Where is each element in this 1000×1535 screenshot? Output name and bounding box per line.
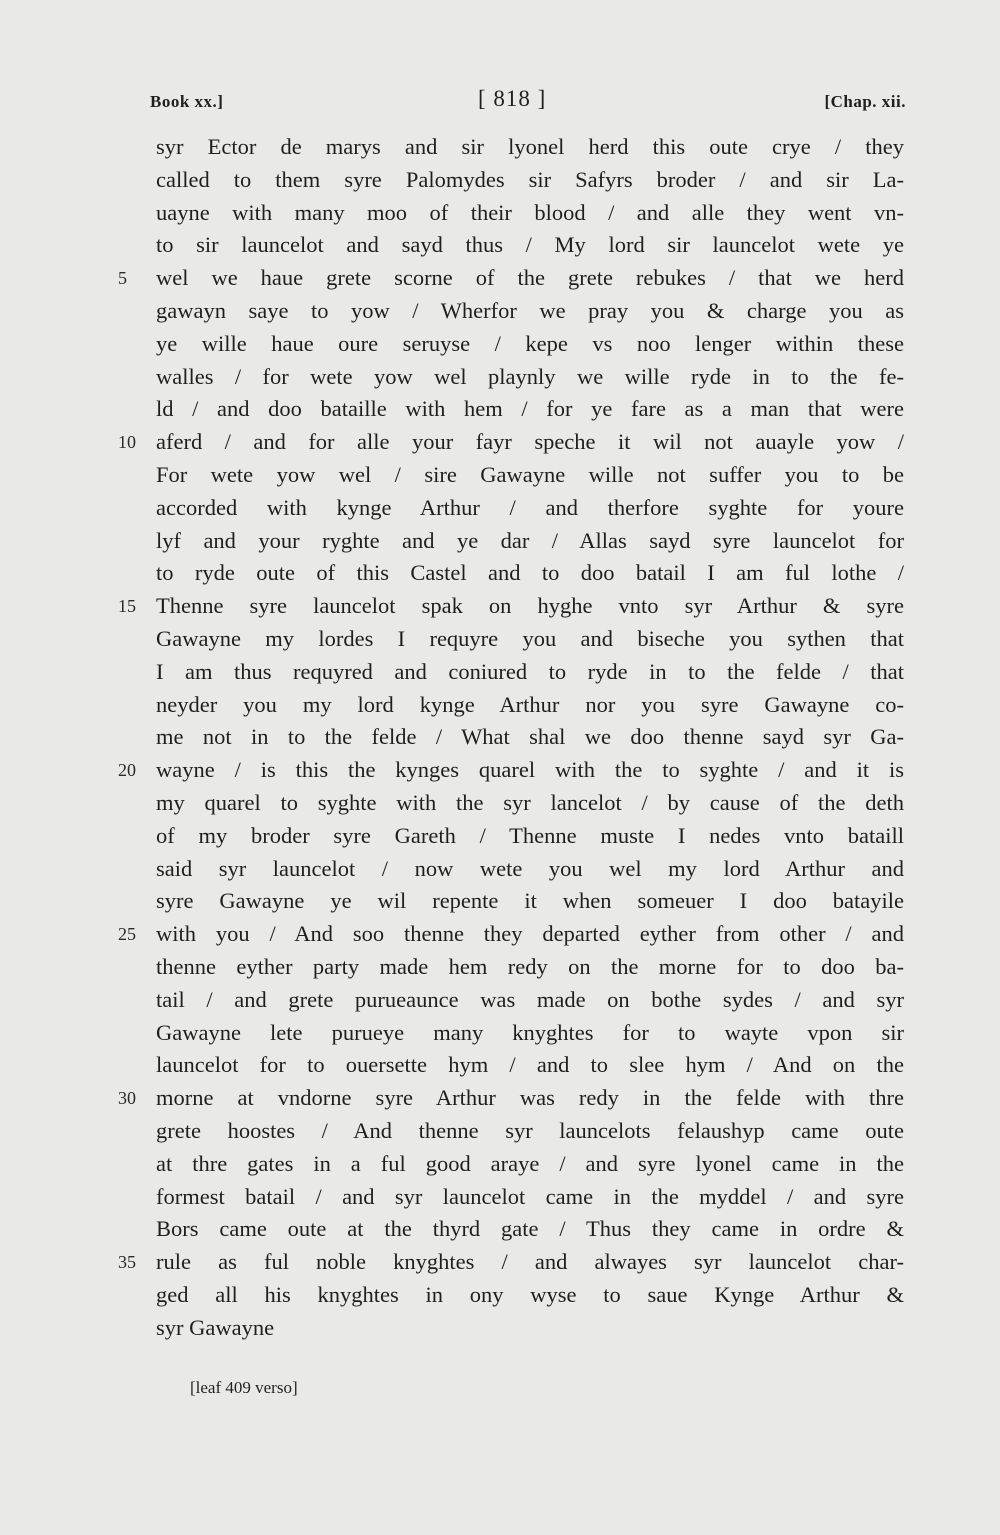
line-text: grete hoostes / And thenne syr launcelots felaushyp came oute (156, 1117, 904, 1143)
line-text: at thre gates in a ful good araye / and syre lyonel came in the (156, 1150, 904, 1176)
line-text: morne at vndorne syre Arthur was redy in the felde with thre (156, 1085, 904, 1111)
line-text: wayne / is this the kynges quarel with the to syghte / and it is (156, 757, 904, 783)
line-text: ye wille haue oure seruyse / kepe vs noo lenger within these (156, 330, 904, 356)
text-line (156, 393, 904, 426)
text-line (156, 525, 904, 558)
line-text: Thenne syre launcelot spak on hyghe vnto syr Arthur & syre (156, 593, 904, 619)
line-text: syr Ector de marys and sir lyonel herd this oute crye / they (156, 134, 904, 159)
line-text: lyf and your ryghte and ye dar / Allas sayd syre launcelot for (156, 527, 904, 553)
line-text: Bors came oute at the thyrd gate / Thus they came in ordre & (156, 1216, 904, 1242)
line-text: uayne with many moo of their blood / and alle they went vn- (156, 199, 904, 225)
text-line (118, 262, 904, 295)
text-line (156, 492, 904, 525)
line-number: 35 (118, 1252, 136, 1273)
text-line (118, 590, 904, 623)
text-line (156, 885, 904, 918)
text-line (156, 1115, 904, 1148)
text-line (156, 721, 904, 754)
text-line (156, 853, 904, 886)
line-text: ld / and doo bataille with hem / for ye fare as a man that were (156, 396, 904, 422)
text-line (156, 131, 904, 164)
chapter-reference: [Chap. xii. (824, 92, 906, 111)
line-number: 30 (118, 1088, 136, 1109)
line-text: I am thus requyred and coniured to ryde in to the felde / that (156, 658, 904, 684)
line-text: aferd / and for alle your fayr speche it wil not auayle yow / (156, 429, 904, 455)
line-text: accorded with kynge Arthur / and therfore syghte for youre (156, 494, 904, 520)
text-line (156, 459, 904, 492)
text-line (156, 1312, 904, 1345)
line-text: formest batail / and syr launcelot came in the myddel / and syre (156, 1183, 904, 1209)
text-line (156, 1148, 904, 1181)
line-text: Gawayne lete purueye many knyghtes for to wayte vpon sir (156, 1019, 904, 1045)
line-text: to sir launcelot and sayd thus / My lord sir launcelot wete ye (156, 232, 904, 258)
text-line (156, 295, 904, 328)
text-line (118, 754, 904, 787)
text-line (156, 1181, 904, 1214)
line-text: wel we haue grete scorne of the grete rebukes / that we herd (156, 265, 904, 291)
text-line (156, 1213, 904, 1246)
text-line (156, 197, 904, 230)
line-number: 10 (118, 432, 136, 453)
line-text: called to them syre Palomydes sir Safyrs broder / and sir La- (156, 166, 904, 192)
line-text: tail / and grete purueaunce was made on bothe sydes / and syr (156, 986, 904, 1012)
line-text: For wete yow wel / sire Gawayne wille not suffer you to be (156, 461, 904, 487)
line-text: my quarel to syghte with the syr lancelot / by cause of the deth (156, 789, 904, 815)
text-line (118, 426, 904, 459)
line-text: syre Gawayne ye wil repente it when someuer I doo batayile (156, 888, 904, 914)
line-number: 5 (118, 268, 127, 289)
text-line (156, 361, 904, 394)
book-reference: Book xx.] (150, 92, 224, 111)
text-line (156, 164, 904, 197)
line-text: to ryde oute of this Castel and to doo batail I am ful lothe / (156, 560, 904, 586)
line-text: said syr launcelot / now wete you wel my lord Arthur and (156, 855, 904, 881)
text-line (118, 1082, 904, 1115)
text-line (156, 820, 904, 853)
page-number: [ 818 ] (478, 86, 547, 111)
line-text: launcelot for to ouersette hym / and to slee hym / And on the (156, 1052, 904, 1078)
line-text: Gawayne my lordes I requyre you and biseche you sythen that (156, 625, 904, 651)
text-line (156, 557, 904, 590)
text-line (118, 918, 904, 951)
line-text: thenne eyther party made hem redy on the morne for to doo ba- (156, 953, 904, 979)
leaf-note: [leaf 409 verso] (190, 1378, 298, 1397)
text-line (156, 328, 904, 361)
text-line (156, 984, 904, 1017)
text-line (156, 623, 904, 656)
line-text: neyder you my lord kynge Arthur nor you syre Gawayne co- (156, 691, 904, 717)
line-text: ged all his knyghtes in ony wyse to saue Kynge Arthur & (156, 1281, 904, 1307)
text-line (156, 689, 904, 722)
text-line (156, 787, 904, 820)
text-line (118, 1246, 904, 1279)
text-line (156, 951, 904, 984)
line-text: walles / for wete yow wel playnly we wille ryde in to the fe- (156, 363, 904, 389)
line-text: of my broder syre Gareth / Thenne muste I nedes vnto bataill (156, 822, 904, 848)
text-line (156, 229, 904, 262)
running-head (150, 88, 906, 118)
text-line (156, 1279, 904, 1312)
line-text: me not in to the felde / What shal we doo thenne sayd syr Ga- (156, 724, 904, 750)
line-text: with you / And soo thenne they departed eyther from other / and (156, 921, 904, 947)
line-number: 20 (118, 760, 136, 781)
line-text: gawayn saye to yow / Wherfor we pray you & charge you as (156, 297, 904, 323)
text-line (156, 1017, 904, 1050)
line-text: rule as ful noble knyghtes / and alwayes syr launcelot char- (156, 1249, 904, 1275)
text-line (156, 656, 904, 689)
body-text (118, 131, 904, 1344)
line-text: syr Gawayne (156, 1314, 275, 1340)
line-number: 25 (118, 924, 136, 945)
text-line (156, 1049, 904, 1082)
line-number: 15 (118, 596, 136, 617)
